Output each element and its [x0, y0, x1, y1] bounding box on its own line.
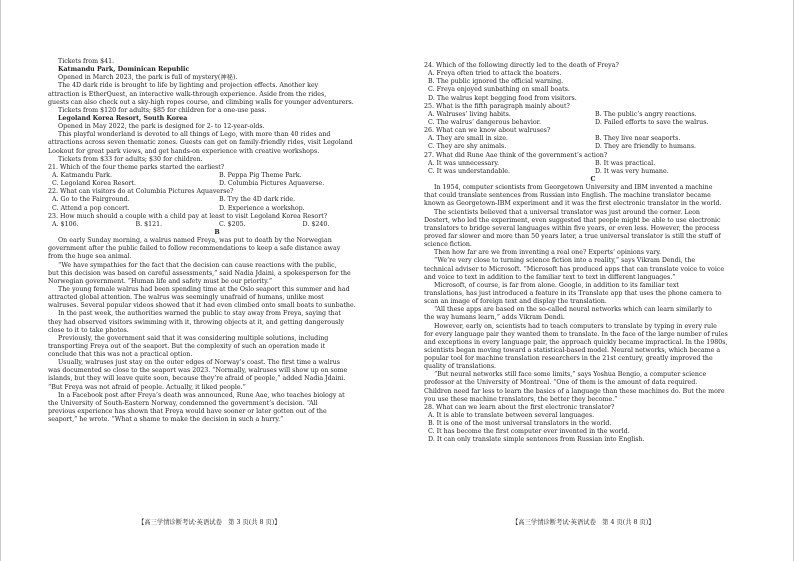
text-line: Then how far are we from inventing a real one? Experts’ opinions vary. [434, 249, 662, 257]
text-line: Dostert, who led the experiment, even suggested that people might be able to use electronic [424, 216, 721, 224]
question-24: 24. Which of the following directly led to the death of Freya? [424, 62, 619, 69]
text-line: and exceptions in every language pair, the approach quickly became impractical. In the 1980s, [424, 338, 728, 346]
q27-options [424, 168, 762, 176]
text-line: islands, but they will leave quite soon, because they’re afraid of people,” added Nadia Jdaini. [48, 375, 346, 383]
text-line: Norwegian government. “Human life and safety must be our priority.” [48, 277, 273, 285]
left-edge [0, 0, 1, 561]
text-line: close to it to take photos. [48, 326, 129, 334]
text-line: transporting Freya out of the seaport. But the complexity of such an operation made it [48, 342, 326, 350]
text-line: for every language pair they wanted them to translate. In the face of the large number of rules [424, 330, 728, 338]
q22-options [48, 196, 386, 204]
q25-options [424, 111, 762, 119]
text-line: translators to bridge several languages within five years, or even less. However, the process [424, 224, 720, 232]
text-line: The young female walrus had been spending time at the Oslo seaport this summer and had [58, 285, 350, 293]
text-line: guests can also check out a sky-high ropes course, and climbing walls for younger adventurers. [48, 98, 354, 106]
option: C. The walrus’ dangerous behavior. [428, 118, 541, 126]
option: C. They are shy animals. [428, 143, 507, 151]
option: C. Attend a pop concert. [52, 204, 130, 212]
text-line: Opened in March 2023, the park is full of mystery(神秘). [58, 74, 238, 82]
text-line: known as Georgetown-IBM experiment and it was the first electronic translator in the world. [424, 200, 722, 208]
option: C. $205. [219, 220, 246, 228]
text-line: walruses. Several popular videos showed that it had even climbed onto small boats to sunbathe. [48, 302, 356, 310]
option: C. It has become the first computer ever invented in the world. [428, 428, 630, 436]
question-28: 28. What can we learn about the first electronic translator? [424, 403, 615, 411]
option: D. The walrus kept begging food from visitors. [428, 94, 577, 102]
q21-options [48, 180, 386, 188]
option: D. They are friendly to humans. [595, 143, 697, 151]
option: D. It was very humane. [595, 167, 669, 175]
option: D. Experience a workshop. [219, 204, 305, 212]
option: D. Columbia Pictures Aquaverse. [219, 180, 325, 188]
text-line: In the past week, the authorities warned the public to stay away from Freya, saying that [58, 310, 341, 318]
option: C. Legoland Korea Resort. [52, 180, 137, 188]
text-line: “All these apps are based on the so-called neural networks which can learn similarly to [434, 306, 712, 314]
text-line: from the huge sea animal. [48, 253, 132, 261]
option: B. It was practical. [595, 159, 656, 167]
left-page [48, 58, 386, 424]
option: A. It is able to translate between several languages. [428, 412, 595, 420]
q26-options [424, 143, 762, 151]
text-line: “We have sympathies for the fact that the decision can cause reactions with the public, [58, 261, 337, 269]
text-line: conclude that this was not a practical option. [48, 351, 193, 359]
text-line: was documented so close to the seaport was 2023. “Normally, walruses will show up on some [48, 367, 348, 375]
text-line: the way humans learn,” adds Vikram Dendi. [424, 314, 565, 322]
text-line: On early Sunday morning, a walrus named Freya, was put to death by the Norwegian [58, 237, 332, 245]
option: C. Freya enjoyed sunbathing on small boats. [428, 86, 570, 94]
text-line: attraction is EtherQuest, an interactive walk-through experience. Aside from the rides, [48, 90, 327, 98]
option: A. Go to the Fairground. [52, 196, 130, 204]
text-line: government after the public failed to follow recommendations to keep a safe distance away [48, 245, 341, 253]
text-line: Microsoft, of course, is far from alone. Google, in addition to its familiar text [434, 281, 679, 289]
q22-options [48, 205, 386, 213]
text-line: “We’re very close to turning science fiction into a reality,” says Vikram Dendi, the [434, 257, 696, 265]
text-line: they had observed visitors swimming with it, throwing objects at it, and getting dangerously [48, 318, 344, 326]
text-line: “But Freya was not afraid of people. Actually, it liked people.” [48, 383, 246, 391]
option: C. It was understandable. [428, 167, 511, 175]
text-line: technical adviser to Microsoft. “Microsoft has produced apps that can translate voice to voice [424, 265, 725, 273]
page-footer: 【高三学情诊断考试·英语试卷 第 3 页(共 8 页)】 [138, 519, 281, 526]
park-heading: Legoland Korea Resort, South Korea [58, 114, 188, 122]
option: A. Walruses’ living habits. [428, 110, 511, 118]
option: B. Peppa Pig Theme Park. [219, 171, 302, 179]
text-line: you use these machine translators, the better they become.” [424, 395, 618, 403]
text-line: Usually, walruses just stay on the outer edges of Norway’s coast. The first time a walrus [58, 359, 341, 367]
option: A. $106. [52, 220, 79, 228]
option: D. $240. [302, 220, 330, 228]
question-26: 26. What can we know about walruses? [424, 127, 551, 135]
option: A. Freya often tried to attack the boaters. [428, 70, 562, 78]
text-line: “But neural networks still face some limits,” says Yoshua Bengio, a computer science [434, 371, 707, 379]
text-line: proved far slower and more than 50 years later, a true universal translator is still the stuff of [424, 232, 721, 240]
text-line: Children need far less to learn the basics of a language than these machines do. But the more [424, 387, 725, 395]
section-b-heading: B [214, 228, 220, 236]
text-line: This playful wonderland is devoted to all things of Lego, with more than 40 rides and [58, 131, 331, 139]
text-line: However, early on, scientists had to teach computers to translate by typing in every rule [434, 322, 717, 330]
text-line: that could translate sentences from Russian into English. The machine translator became [424, 192, 711, 200]
text-line: the University of South-Eastern Norway, condemned the government’s decision. “All [48, 399, 318, 407]
q23-options [48, 221, 386, 229]
text-line: attractions across seven thematic zones. Guests can get on family-friendly rides, visit Legoland [48, 139, 353, 147]
question-21: 21. Which of the four theme parks started the earliest? [48, 163, 225, 171]
text-line: The scientists believed that a universal translator was just around the corner. Leon [434, 208, 700, 216]
option: D. Failed efforts to save the walrus. [595, 118, 709, 126]
section-c-heading: C [590, 175, 596, 183]
option: B. It is one of the most universal translators in the world. [428, 420, 612, 428]
question-23: 23. How much should a couple with a child pay at least to visit Legoland Korea Resort? [48, 212, 328, 220]
option: A. They are small in size. [428, 135, 508, 143]
q27-options [424, 160, 762, 168]
text-line: quality of translations. [424, 363, 497, 371]
text-line: seaport,” he wrote. “What a shame to make the decision in such a hurry.” [48, 416, 284, 424]
text-line: In a Facebook post after Freya’s death was announced, Rune Aae, who teaches biology at [58, 391, 345, 399]
question-25: 25. What is the fifth paragraph mainly about? [424, 102, 570, 110]
option: B. $121. [135, 220, 163, 228]
text-line: science fiction. [424, 241, 472, 249]
text-line: Lookout for great park views, and get hands-on experience with creative workshops. [48, 147, 320, 155]
option: D. It can only translate simple sentences from Russian into English. [428, 436, 645, 444]
text-line: popular tool for machine translation researchers in the 21st century, greatly improved the [424, 355, 713, 363]
text-line: Tickets from $33 for adults; $30 for children. [58, 155, 203, 163]
option: A. Katmandu Park. [52, 171, 112, 179]
text-line: Tickets from $120 for adults; $85 for children for a one-use pass. [58, 106, 267, 114]
option: B. They live near seaports. [595, 135, 681, 143]
q21-options [48, 172, 386, 180]
q25-options [424, 119, 762, 127]
option: B. The public ignored the official warning. [428, 78, 564, 86]
page-footer: 【高三学情诊断考试·英语试卷 第 4 页(共 8 页)】 [512, 519, 655, 526]
question-27: 27. What did Rune Aae think of the government’s action? [424, 151, 608, 159]
option: A. It was unnecessary. [428, 159, 500, 167]
text-line: but this decision was based on careful assessments,” said Nadia Jdaini, a spokesperson for the [48, 269, 351, 277]
option: B. The public’s angry reactions. [595, 110, 697, 118]
text-line: previous experience has shown that Freya would have sooner or later gotten out of the [48, 408, 327, 416]
text-line: professor at the University of Montreal. “One of them is the amount of data required. [424, 379, 698, 387]
text-line: In 1954, computer scientists from Georgetown University and IBM invented a machine [434, 184, 713, 192]
text-line: The 4D dark ride is brought to life by lighting and projection effects. Another key [58, 82, 319, 90]
text-line: scientists began moving toward a statistical-based model. Neural networks, which became a [424, 346, 721, 354]
text-line: scan an image of foreign text and display the translation. [424, 298, 607, 306]
text-line: Opened in May 2022, the park is designed for 2- to 12-year-olds. [58, 123, 265, 131]
option: B. Try the 4D dark ride. [219, 196, 296, 204]
question-22: 22. What can visitors do at Columbia Pictures Aquaverse? [48, 188, 234, 196]
q26-options [424, 135, 762, 143]
text-line: Previously, the government said that it was considering multiple solutions, including [58, 334, 329, 342]
park-heading: Katmandu Park, Dominican Republic [58, 66, 190, 74]
right-page [424, 62, 762, 445]
text-line: translations, has just introduced a feature in its Translate app that uses the phone camera to [424, 289, 722, 297]
text-line: attracted global attention. The walrus was seemingly unafraid of humans, unlike most [48, 294, 324, 302]
text-line: Tickets from $41. [58, 58, 115, 65]
text-line: and voice to text in addition to the familiar text to text in different languages.” [424, 273, 676, 281]
